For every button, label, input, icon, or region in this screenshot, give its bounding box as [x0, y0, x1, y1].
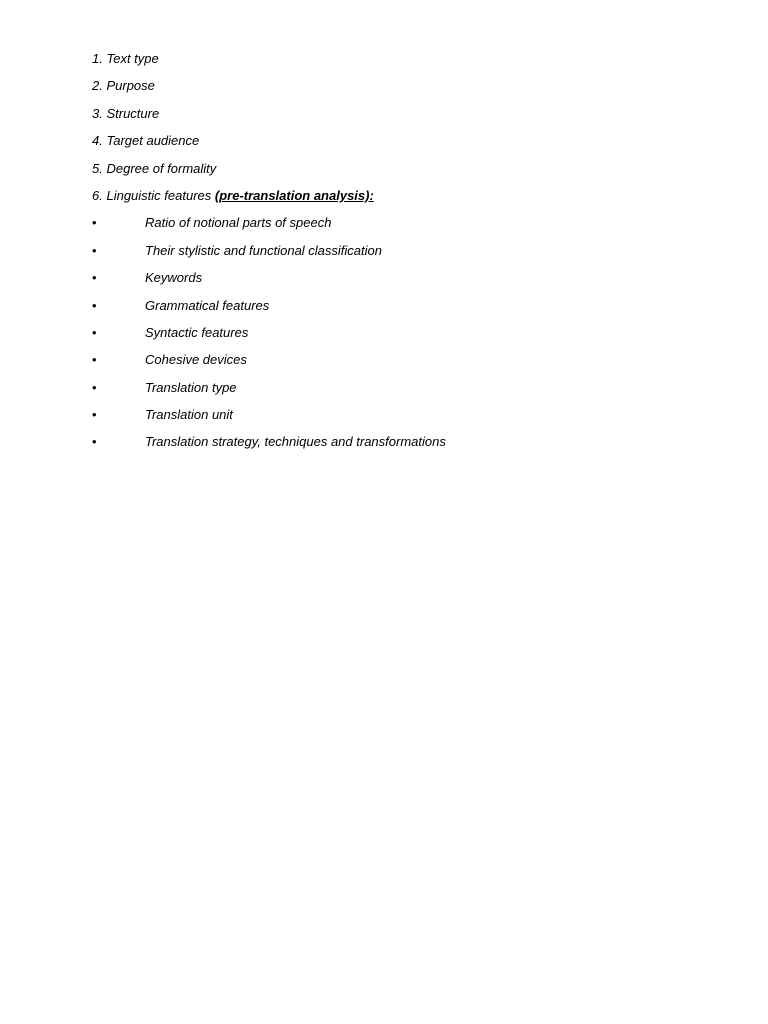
bullet-text: Translation unit	[145, 407, 233, 423]
bullet-text: Keywords	[145, 270, 203, 286]
bullet-item	[92, 379, 692, 396]
bullet-text: Their stylistic and functional classification	[145, 242, 382, 258]
item-text: Structure	[106, 105, 160, 121]
bullet-icon: •	[92, 352, 97, 368]
bullet-icon: •	[92, 242, 97, 258]
item-number: 4.	[92, 133, 103, 149]
numbered-item-structure	[92, 105, 692, 122]
bullet-text: Ratio of notional parts of speech	[145, 215, 332, 231]
item-text: Text type	[106, 51, 159, 66]
bullet-text: Syntactic features	[145, 324, 249, 340]
item-number: 6.	[92, 187, 103, 203]
bullet-icon: •	[92, 297, 97, 313]
bullet-icon: •	[92, 270, 97, 286]
bullet-icon: •	[92, 215, 97, 231]
bullet-item	[92, 242, 692, 259]
bullet-text: Translation type	[145, 379, 237, 395]
numbered-item-purpose	[92, 77, 692, 94]
bullet-item	[92, 214, 692, 231]
bullet-icon: •	[92, 379, 97, 395]
bullet-item	[92, 297, 692, 314]
numbered-item-degree-of-formality	[92, 160, 692, 177]
bullet-icon: •	[92, 407, 97, 423]
bullet-text: Translation strategy, techniques and transformations	[145, 434, 446, 450]
document-body	[92, 50, 692, 461]
item-number: 5.	[92, 160, 103, 176]
numbered-item-target-audience	[92, 132, 692, 149]
bullet-text: Cohesive devices	[145, 352, 247, 368]
bullet-text: Grammatical features	[145, 297, 270, 313]
item-text: Purpose	[106, 78, 155, 94]
item-number: 1.	[92, 51, 103, 66]
item-emphasis: (pre-translation analysis):	[214, 187, 374, 203]
item-text: Linguistic features	[106, 187, 212, 203]
item-number: 3.	[92, 105, 103, 121]
bullet-item	[92, 433, 692, 450]
item-number: 2.	[92, 78, 103, 94]
bullet-icon: •	[92, 434, 97, 450]
bullet-item	[92, 351, 692, 368]
item-text: Target audience	[106, 133, 200, 149]
bullet-item	[92, 269, 692, 286]
numbered-item-linguistic-features	[92, 187, 692, 204]
item-text: Degree of formality	[106, 160, 217, 176]
bullet-icon: •	[92, 324, 97, 340]
bullet-item	[92, 324, 692, 341]
bullet-item	[92, 406, 692, 423]
numbered-item-text-type	[92, 50, 692, 67]
